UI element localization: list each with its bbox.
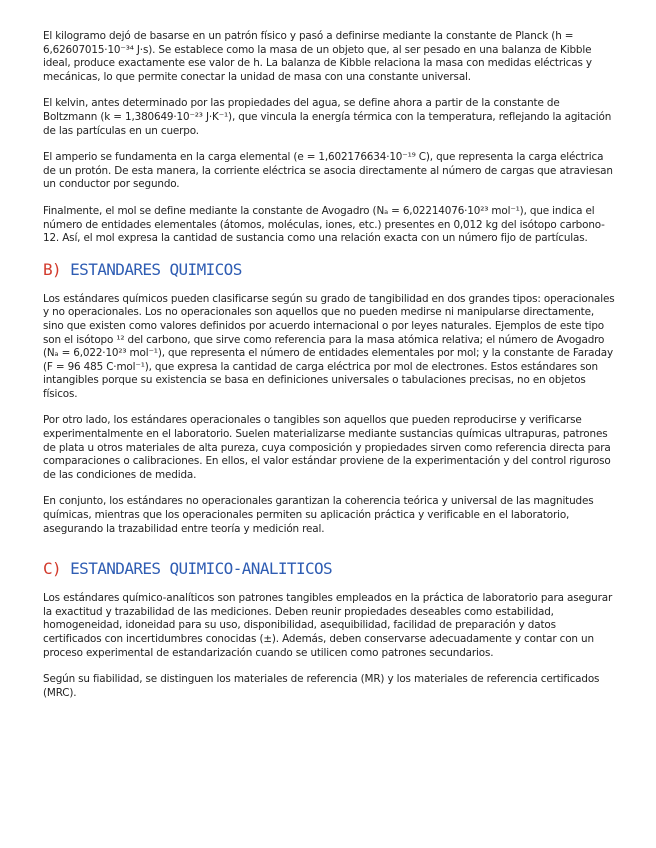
section-c-title: ESTANDARES QUIMICO-ANALITICOS (70, 559, 333, 579)
paragraph-kilogram: El kilogramo dejó de basarse en un patrón físico y pasó a definirse mediante la constante de Planck (h = 6,62607015·10⁻³⁴ J·s). Se establece como la masa de un objeto que, al ser pesado en una balanza de Kibble ideal, produce exactamente ese valor de h. La balanza de Kibble relaciona la masa con medidas eléctricas y mecánicas, lo que permite conectar la unidad de masa con una constante universal. (43, 30, 592, 83)
section-b-paragraph: Los estándares químicos pueden clasificarse según su grado de tangibilidad en dos grandes tipos: operacionales y no operacionales. Los no operacionales son aquellos que no pueden medirse ni manipularse directamente, sino que existen como valores definidos por acuerdo internacional o por leyes naturales. Ejemplos de este tipo son el isótopo ¹² del carbono, que sirve como referencia para la masa atómica relativa; el número de Avogadro (Nₐ = 6,022·10²³ mol⁻¹), que representa el número de entidades elementales por mol; y la constante de Faraday (F = 96 485 C·mol⁻¹), que expresa la cantidad de carga eléctrica por mol de electrones. Estos estándares son intangibles porque su existencia se basa en definiciones universales o tabulaciones precisas, no en objetos físicos. (43, 292, 615, 400)
section-b-letter: B) (43, 259, 62, 279)
paragraph-mole: Finalmente, el mol se define mediante la constante de Avogadro (Nₐ = 6,02214076·10²³ mol⁻¹), que indica el número de entidades elementales (átomos, moléculas, iones, etc.) presentes en 0,012 kg del isótopo carbono-12. Así, el mol expresa la cantidad de sustancia como una relación exacta con un número fijo de partículas. (43, 204, 605, 245)
paragraph-ampere: El amperio se fundamenta en la carga elemental (e = 1,602176634·10⁻¹⁹ C), que representa la carga eléctrica de un protón. De esta manera, la corriente eléctrica se asocia directamente al número de cargas que atraviesan un conductor por segundo. (43, 151, 613, 191)
section-c-paragraph: Los estándares químico-analíticos son patrones tangibles empleados en la práctica de laboratorio para asegurar la exactitud y trazabilidad de las mediciones. Deben reunir propiedades deseables como estabilidad, homogeneidad, idoneidad para su uso, disponibilidad, asequibilidad, facilidad de preparación y datos certificados con incertidumbres conocidas (±). Además, deben conservarse adecuadamente y contar con un proceso experimental de estandarización cuando se utilicen como patrones secundarios. (43, 592, 613, 659)
section-c-letter: C) (43, 559, 62, 579)
section-c-paragraph: Según su fiabilidad, se distinguen los materiales de referencia (MR) y los materiales de referencia certificados (MRC). (43, 673, 600, 699)
section-b-title: ESTANDARES QUIMICOS (70, 259, 242, 279)
section-b-paragraph: Por otro lado, los estándares operacionales o tangibles son aquellos que pueden reproducirse y verificarse experimentalmente en el laboratorio. Suelen materializarse mediante sustancias químicas ultrapuras, patrones de plata u otros materiales de alta pureza, cuya composición y propiedades sirven como referencia directa para comparaciones o calibraciones. En ellos, el valor estándar proviene de la experimentación y del control riguroso de las condiciones de medida. (43, 414, 611, 481)
section-b-heading (43, 259, 616, 281)
section-c-heading (43, 558, 616, 580)
paragraph-kelvin: El kelvin, antes determinado por las propiedades del agua, se define ahora a partir de la constante de Boltzmann (k = 1,380649·10⁻²³ J·K⁻¹), que vincula la energía térmica con la temperatura, reflejando la agitación de las partículas en un cuerpo. (43, 97, 612, 137)
section-b-paragraph: En conjunto, los estándares no operacionales garantizan la coherencia teórica y universal de las magnitudes químicas, mientras que los operacionales permiten su aplicación práctica y verificable en el laboratorio, asegurando la trazabilidad entre teoría y medición real. (43, 495, 594, 535)
